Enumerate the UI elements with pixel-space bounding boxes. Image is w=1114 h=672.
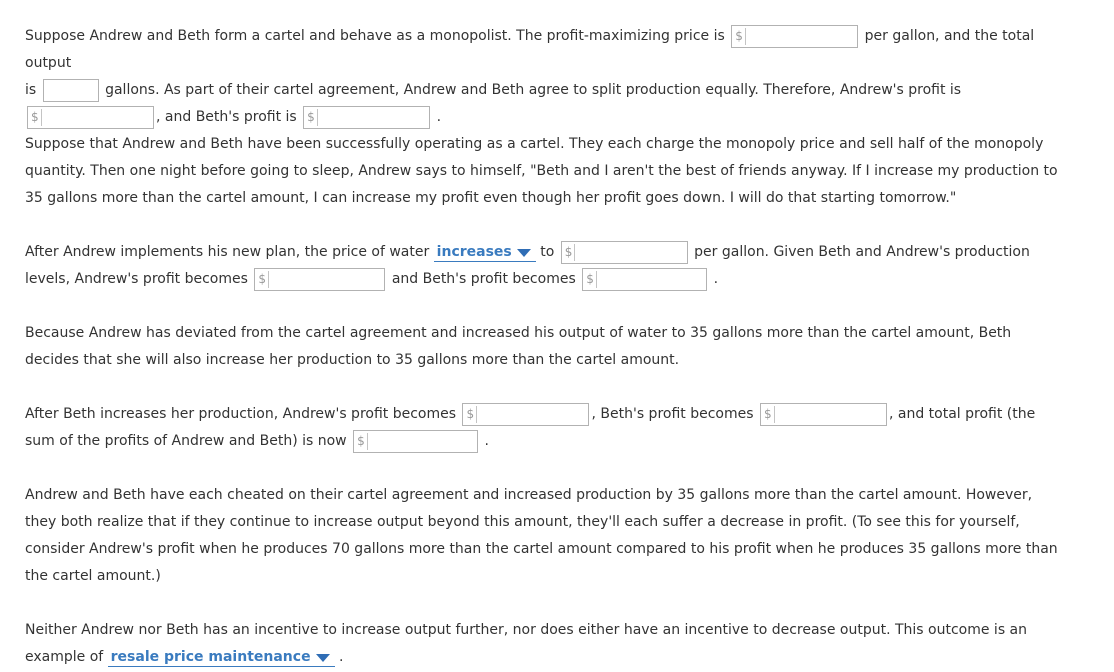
text: per gallon, and the total output [25, 28, 1035, 71]
andrew-cartel-profit-field[interactable] [42, 107, 153, 128]
paragraph-no-further-increase: Andrew and Beth have each cheated on their cartel agreement and increased production by 35 gallons more than the cartel amount. However, they both realize that if they continue to increase output beyond this amount, they'll each suffer a decrease in profit. (To see this for yourself, consider Andrew's profit when he produces 70 gallons more than the cartel amount compared to his profit when he produces 35 gallons more than the cartel amount.) [25, 487, 1058, 584]
monopoly-price-input[interactable] [731, 25, 858, 48]
beth-deviation-profit-input[interactable] [582, 268, 707, 291]
dollar-sign: $ [586, 271, 597, 288]
andrew-both-cheat-profit-input[interactable] [462, 403, 589, 426]
dollar-sign: $ [307, 109, 318, 126]
new-price-input[interactable] [561, 241, 688, 264]
text: After Beth increases her production, Andrew's profit becomes [25, 406, 457, 422]
text: is [25, 82, 37, 98]
text: , and Beth's profit is [156, 109, 297, 125]
new-price-field[interactable] [576, 242, 687, 263]
dollar-sign: $ [357, 433, 368, 450]
total-output-input[interactable] [43, 79, 99, 102]
text: . [339, 649, 344, 665]
paragraph-andrew-plan: Suppose that Andrew and Beth have been successfully operating as a cartel. They each charge the monopoly price and sell half of the monopoly quantity. Then one night before going to sleep, Andrew says to himself, "Beth and I aren't the best of friends anyway. If I increase my production to 35 gallons more than the cartel amount, I can increase my profit even though her profit goes down. I will do that starting tomorrow." [25, 136, 1058, 206]
dollar-sign: $ [466, 406, 477, 423]
outcome-type-dropdown[interactable] [108, 648, 335, 667]
text: After Andrew implements his new plan, the price of water [25, 244, 430, 260]
dropdown-value: resale price maintenance [110, 649, 311, 665]
total-profit-field[interactable] [368, 431, 477, 452]
beth-cartel-profit-field[interactable] [318, 107, 429, 128]
text: gallons. As part of their cartel agreement, Andrew and Beth agree to split production equally. Therefore, Andrew's profit is [105, 82, 962, 98]
beth-both-cheat-profit-field[interactable] [775, 404, 886, 425]
paragraph-andrew-deviates [25, 239, 1065, 293]
paragraph-cartel-setup [25, 23, 1065, 131]
dollar-sign: $ [258, 271, 269, 288]
paragraph-both-cheat-profits [25, 401, 1065, 455]
dropdown-value: increases [436, 244, 512, 260]
text: , and total profit (the sum of the profits of Andrew and Beth) is now [25, 406, 1036, 449]
beth-both-cheat-profit-input[interactable] [760, 403, 887, 426]
beth-cartel-profit-input[interactable] [303, 106, 430, 129]
andrew-deviation-profit-field[interactable] [269, 269, 384, 290]
monopoly-price-field[interactable] [746, 26, 857, 47]
text: to [540, 244, 555, 260]
text: Suppose Andrew and Beth form a cartel and behave as a monopolist. The profit-maximizing price is [25, 28, 725, 44]
dollar-sign: $ [565, 244, 576, 261]
price-direction-dropdown[interactable] [434, 243, 536, 262]
dollar-sign: $ [764, 406, 775, 423]
text: . [436, 109, 442, 125]
total-output-field[interactable] [44, 83, 98, 104]
text: . [484, 433, 489, 449]
paragraph-beth-responds: Because Andrew has deviated from the cartel agreement and increased his output of water to 35 gallons more than the cartel amount, Beth decides that she will also increase her production to 35 gallons more than the cartel amount. [25, 325, 1012, 368]
text: . [713, 271, 719, 287]
beth-deviation-profit-field[interactable] [597, 269, 706, 290]
total-profit-input[interactable] [353, 430, 478, 453]
text: per gallon. Given Beth and Andrew's production levels, Andrew's profit becomes [25, 244, 1030, 287]
chevron-down-icon [316, 654, 330, 662]
dollar-sign: $ [735, 28, 746, 45]
chevron-down-icon [517, 249, 531, 257]
dollar-sign: $ [31, 109, 42, 126]
andrew-cartel-profit-input[interactable] [27, 106, 154, 129]
paragraph-outcome [25, 617, 1065, 671]
andrew-deviation-profit-input[interactable] [254, 268, 385, 291]
andrew-both-cheat-profit-field[interactable] [477, 404, 588, 425]
text: and Beth's profit becomes [391, 271, 576, 287]
text: Neither Andrew nor Beth has an incentive to increase output further, nor does either have an incentive to decrease output. This outcome is an example of [25, 622, 1028, 665]
text: , Beth's profit becomes [591, 406, 754, 422]
